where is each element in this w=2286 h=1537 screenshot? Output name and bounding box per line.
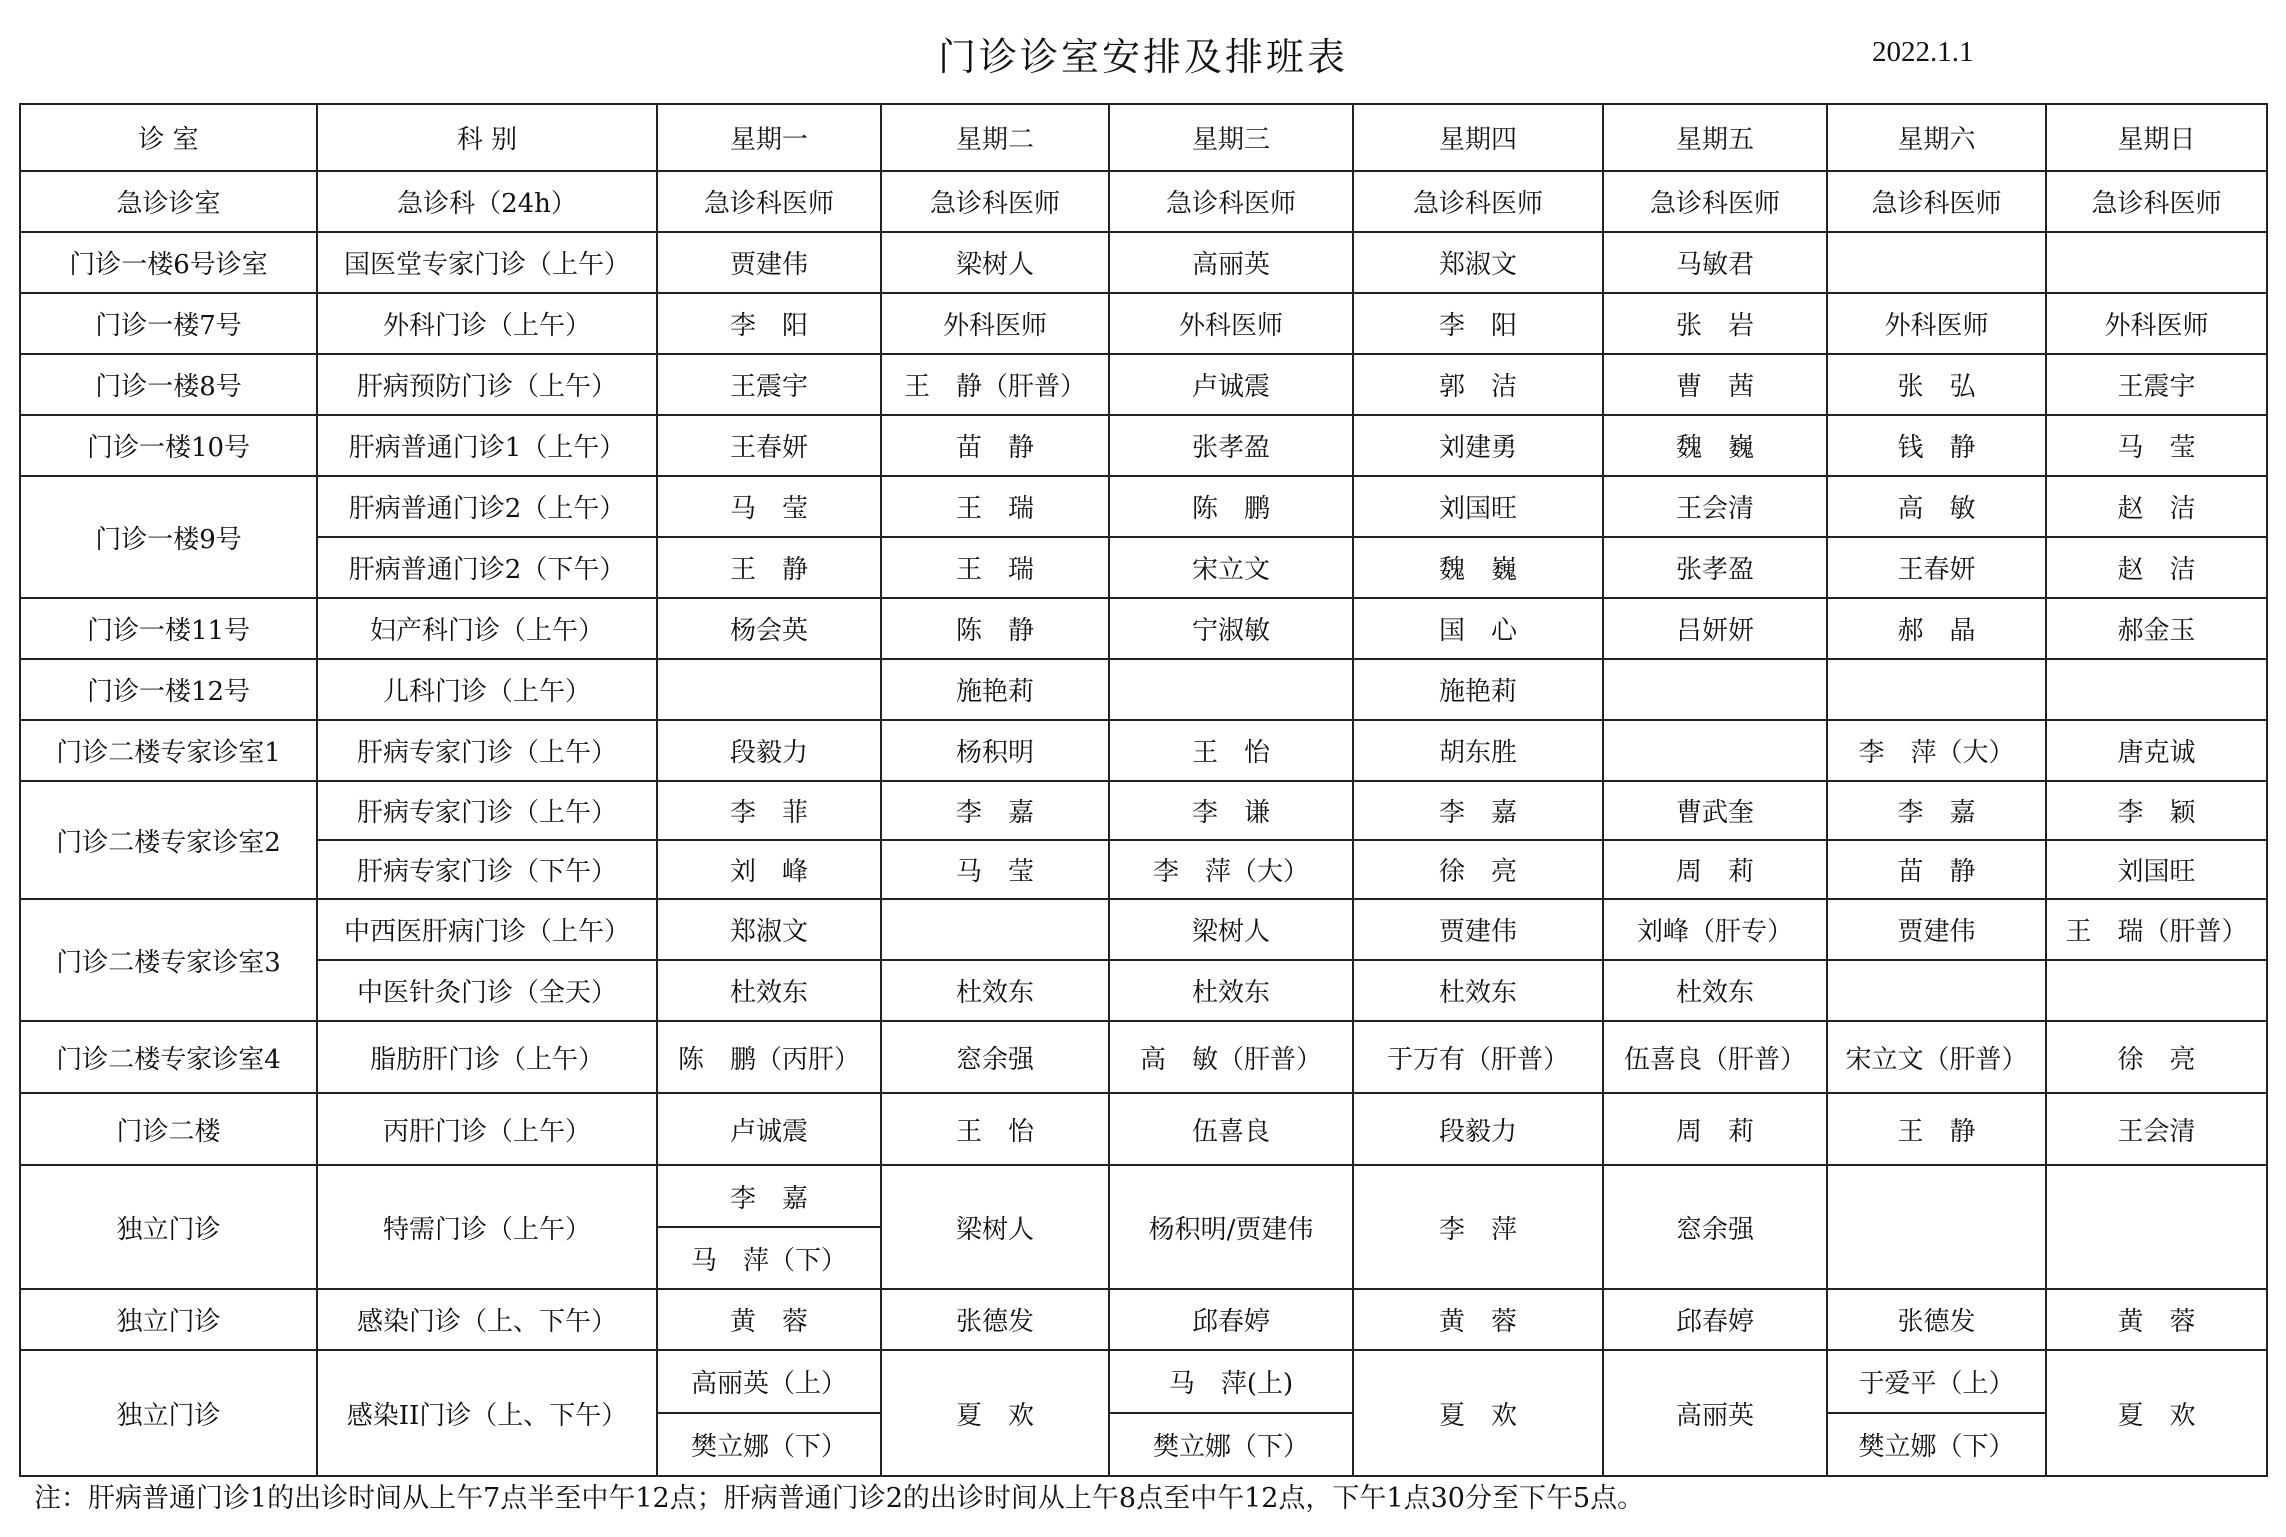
room-cell: 门诊一楼11号 — [20, 598, 317, 659]
doctor-cell: 曹 茜 — [1603, 354, 1827, 415]
doctor-cell: 外科医师 — [2046, 293, 2267, 354]
doctor-cell: 李 阳 — [1353, 293, 1603, 354]
room-cell: 门诊一楼8号 — [20, 354, 317, 415]
room-cell: 独立门诊 — [20, 1350, 317, 1476]
doctor-cell: 窓余强 — [1603, 1165, 1827, 1289]
doctor-cell: 杨积明/贾建伟 — [1109, 1165, 1353, 1289]
doctor-cell: 马 萍（下） — [657, 1227, 881, 1289]
doctor-cell: 刘峰（肝专） — [1603, 899, 1827, 960]
doctor-cell: 胡东胜 — [1353, 720, 1603, 781]
doctor-cell: 段毅力 — [1353, 1093, 1603, 1165]
doctor-cell: 陈 鹏 — [1109, 476, 1353, 537]
doctor-cell: 王震宇 — [2046, 354, 2267, 415]
header-room: 诊 室 — [20, 104, 317, 171]
doctor-cell: 周 莉 — [1603, 840, 1827, 899]
doctor-cell: 夏 欢 — [881, 1350, 1109, 1476]
table-row — [20, 476, 2267, 537]
doctor-cell: 宋立文（肝普） — [1827, 1021, 2046, 1093]
table-row — [20, 293, 2267, 354]
doctor-cell: 王 怡 — [881, 1093, 1109, 1165]
doctor-cell: 王 静（肝普） — [881, 354, 1109, 415]
table-row — [20, 840, 2267, 899]
doctor-cell: 卢诚震 — [1109, 354, 1353, 415]
room-cell: 门诊二楼 — [20, 1093, 317, 1165]
header-tue: 星期二 — [881, 104, 1109, 171]
doctor-cell: 急诊科医师 — [1603, 171, 1827, 232]
doctor-cell: 黄 蓉 — [2046, 1289, 2267, 1350]
doctor-cell: 李 菲 — [657, 781, 881, 840]
doctor-cell: 杜效东 — [1109, 960, 1353, 1021]
doctor-cell: 李 颖 — [2046, 781, 2267, 840]
doctor-cell — [1827, 659, 2046, 720]
doctor-cell: 唐克诚 — [2046, 720, 2267, 781]
dept-cell: 国医堂专家门诊（上午） — [317, 232, 657, 293]
doctor-cell: 樊立娜（下） — [1109, 1413, 1353, 1476]
doctor-cell: 苗 静 — [881, 415, 1109, 476]
doctor-cell: 刘建勇 — [1353, 415, 1603, 476]
table-row — [20, 232, 2267, 293]
table-row — [20, 899, 2267, 960]
doctor-cell: 马 莹 — [881, 840, 1109, 899]
doctor-cell: 赵 洁 — [2046, 476, 2267, 537]
room-cell: 门诊一楼6号诊室 — [20, 232, 317, 293]
doctor-cell: 张德发 — [881, 1289, 1109, 1350]
doctor-cell: 贾建伟 — [657, 232, 881, 293]
doctor-cell: 徐 亮 — [2046, 1021, 2267, 1093]
dept-cell: 脂肪肝门诊（上午） — [317, 1021, 657, 1093]
room-cell: 门诊一楼10号 — [20, 415, 317, 476]
table-row — [20, 1289, 2267, 1350]
footnote: 注：肝病普通门诊1的出诊时间从上午7点半至中午12点；肝病普通门诊2的出诊时间从上午8点至中午12点，下午1点30分至下午5点。 — [34, 1483, 1645, 1514]
doctor-cell — [2046, 232, 2267, 293]
dept-cell: 肝病普通门诊2（下午） — [317, 537, 657, 598]
room-cell: 门诊一楼7号 — [20, 293, 317, 354]
dept-cell: 妇产科门诊（上午） — [317, 598, 657, 659]
doctor-cell — [881, 899, 1109, 960]
doctor-cell: 梁树人 — [881, 1165, 1109, 1289]
table-row — [20, 171, 2267, 232]
room-cell: 门诊二楼专家诊室3 — [20, 899, 317, 1021]
doctor-cell: 李 阳 — [657, 293, 881, 354]
doctor-cell: 钱 静 — [1827, 415, 2046, 476]
dept-cell: 肝病预防门诊（上午） — [317, 354, 657, 415]
dept-cell: 肝病专家门诊（下午） — [317, 840, 657, 899]
doctor-cell: 高丽英 — [1109, 232, 1353, 293]
header-dept: 科 别 — [317, 104, 657, 171]
doctor-cell: 卢诚震 — [657, 1093, 881, 1165]
doctor-cell: 王 瑞 — [881, 476, 1109, 537]
doctor-cell: 郑淑文 — [657, 899, 881, 960]
doctor-cell — [2046, 659, 2267, 720]
doctor-cell: 李 嘉 — [657, 1165, 881, 1227]
doctor-cell: 于万有（肝普） — [1353, 1021, 1603, 1093]
doctor-cell: 陈 鹏（丙肝） — [657, 1021, 881, 1093]
doctor-cell: 王 怡 — [1109, 720, 1353, 781]
doctor-cell: 邱春婷 — [1603, 1289, 1827, 1350]
room-cell: 独立门诊 — [20, 1289, 317, 1350]
table-row — [20, 960, 2267, 1021]
page-title: 门诊诊室安排及排班表 — [937, 35, 1348, 79]
doctor-cell: 急诊科医师 — [1353, 171, 1603, 232]
doctor-cell: 急诊科医师 — [1109, 171, 1353, 232]
doctor-cell: 贾建伟 — [1353, 899, 1603, 960]
doctor-cell: 魏 巍 — [1603, 415, 1827, 476]
doctor-cell: 王春妍 — [657, 415, 881, 476]
doctor-cell: 樊立娜（下） — [657, 1413, 881, 1476]
table-row — [20, 781, 2267, 840]
doctor-cell: 外科医师 — [1827, 293, 2046, 354]
room-cell: 门诊二楼专家诊室4 — [20, 1021, 317, 1093]
doctor-cell: 黄 蓉 — [657, 1289, 881, 1350]
doctor-cell: 梁树人 — [881, 232, 1109, 293]
doctor-cell — [2046, 960, 2267, 1021]
doctor-cell: 李 萍 — [1353, 1165, 1603, 1289]
doctor-cell: 徐 亮 — [1353, 840, 1603, 899]
schedule-table — [19, 103, 2268, 1477]
doctor-cell: 李 谦 — [1109, 781, 1353, 840]
doctor-cell — [2046, 1165, 2267, 1289]
doctor-cell: 王 静 — [1827, 1093, 2046, 1165]
doctor-cell: 王会清 — [1603, 476, 1827, 537]
dept-cell: 肝病专家门诊（上午） — [317, 720, 657, 781]
doctor-cell: 宁淑敏 — [1109, 598, 1353, 659]
room-cell: 门诊一楼9号 — [20, 476, 317, 598]
dept-cell: 肝病普通门诊1（上午） — [317, 415, 657, 476]
room-cell: 独立门诊 — [20, 1165, 317, 1289]
table-row — [20, 354, 2267, 415]
doctor-cell — [1109, 659, 1353, 720]
room-cell: 门诊二楼专家诊室1 — [20, 720, 317, 781]
doctor-cell: 马 莹 — [2046, 415, 2267, 476]
doctor-cell: 刘国旺 — [2046, 840, 2267, 899]
doctor-cell: 吕妍妍 — [1603, 598, 1827, 659]
doctor-cell: 李 萍（大） — [1827, 720, 2046, 781]
doctor-cell: 邱春婷 — [1109, 1289, 1353, 1350]
doctor-cell: 于爱平（上） — [1827, 1350, 2046, 1413]
doctor-cell — [1603, 720, 1827, 781]
doctor-cell: 宋立文 — [1109, 537, 1353, 598]
doctor-cell: 夏 欢 — [1353, 1350, 1603, 1476]
header-wed: 星期三 — [1109, 104, 1353, 171]
doctor-cell: 段毅力 — [657, 720, 881, 781]
doctor-cell: 张孝盈 — [1109, 415, 1353, 476]
doctor-cell: 马敏君 — [1603, 232, 1827, 293]
doctor-cell: 施艳莉 — [881, 659, 1109, 720]
header-row — [20, 104, 2267, 171]
table-row — [20, 659, 2267, 720]
doctor-cell: 王 静 — [657, 537, 881, 598]
doctor-cell: 施艳莉 — [1353, 659, 1603, 720]
doctor-cell: 窓余强 — [881, 1021, 1109, 1093]
doctor-cell: 急诊科医师 — [657, 171, 881, 232]
dept-cell: 急诊科（24h） — [317, 171, 657, 232]
doctor-cell: 曹武奎 — [1603, 781, 1827, 840]
table-row — [20, 1021, 2267, 1093]
table-row — [20, 1093, 2267, 1165]
doctor-cell — [1827, 1165, 2046, 1289]
table-row — [20, 415, 2267, 476]
dept-cell: 感染门诊（上、下午） — [317, 1289, 657, 1350]
header-sat: 星期六 — [1827, 104, 2046, 171]
doctor-cell: 夏 欢 — [2046, 1350, 2267, 1476]
doctor-cell: 黄 蓉 — [1353, 1289, 1603, 1350]
table-row — [20, 537, 2267, 598]
doctor-cell: 郝金玉 — [2046, 598, 2267, 659]
doctor-cell: 高 敏 — [1827, 476, 2046, 537]
doctor-cell: 急诊科医师 — [2046, 171, 2267, 232]
doctor-cell — [1827, 232, 2046, 293]
doctor-cell: 张 岩 — [1603, 293, 1827, 354]
dept-cell: 中医针灸门诊（全天） — [317, 960, 657, 1021]
doctor-cell: 郭 洁 — [1353, 354, 1603, 415]
table-row — [20, 1165, 2267, 1227]
doctor-cell: 苗 静 — [1827, 840, 2046, 899]
doctor-cell: 李 萍（大） — [1109, 840, 1353, 899]
header-fri: 星期五 — [1603, 104, 1827, 171]
table-row — [20, 1350, 2267, 1413]
doctor-cell: 杨积明 — [881, 720, 1109, 781]
doctor-cell: 马 莹 — [657, 476, 881, 537]
header-mon: 星期一 — [657, 104, 881, 171]
table-row — [20, 598, 2267, 659]
dept-cell: 特需门诊（上午） — [317, 1165, 657, 1289]
room-cell: 门诊二楼专家诊室2 — [20, 781, 317, 899]
doctor-cell: 马 萍(上) — [1109, 1350, 1353, 1413]
doctor-cell: 高 敏（肝普） — [1109, 1021, 1353, 1093]
schedule-date: 2022.1.1 — [1872, 36, 1974, 68]
doctor-cell: 赵 洁 — [2046, 537, 2267, 598]
doctor-cell: 张 弘 — [1827, 354, 2046, 415]
dept-cell: 中西医肝病门诊（上午） — [317, 899, 657, 960]
doctor-cell: 急诊科医师 — [1827, 171, 2046, 232]
doctor-cell: 高丽英（上） — [657, 1350, 881, 1413]
doctor-cell: 杜效东 — [657, 960, 881, 1021]
dept-cell: 外科门诊（上午） — [317, 293, 657, 354]
doctor-cell: 王 瑞（肝普） — [2046, 899, 2267, 960]
doctor-cell: 伍喜良 — [1109, 1093, 1353, 1165]
doctor-cell — [1603, 659, 1827, 720]
doctor-cell: 刘 峰 — [657, 840, 881, 899]
doctor-cell: 张孝盈 — [1603, 537, 1827, 598]
header-sun: 星期日 — [2046, 104, 2267, 171]
doctor-cell: 魏 巍 — [1353, 537, 1603, 598]
doctor-cell: 陈 静 — [881, 598, 1109, 659]
room-cell: 急诊诊室 — [20, 171, 317, 232]
dept-cell: 儿科门诊（上午） — [317, 659, 657, 720]
doctor-cell: 王会清 — [2046, 1093, 2267, 1165]
doctor-cell: 周 莉 — [1603, 1093, 1827, 1165]
doctor-cell: 外科医师 — [881, 293, 1109, 354]
doctor-cell: 李 嘉 — [1827, 781, 2046, 840]
doctor-cell: 杜效东 — [1353, 960, 1603, 1021]
doctor-cell: 国 心 — [1353, 598, 1603, 659]
doctor-cell: 郝 晶 — [1827, 598, 2046, 659]
doctor-cell: 王震宇 — [657, 354, 881, 415]
doctor-cell: 外科医师 — [1109, 293, 1353, 354]
doctor-cell: 李 嘉 — [1353, 781, 1603, 840]
doctor-cell: 伍喜良（肝普） — [1603, 1021, 1827, 1093]
room-cell: 门诊一楼12号 — [20, 659, 317, 720]
doctor-cell: 杜效东 — [881, 960, 1109, 1021]
dept-cell: 感染II门诊（上、下午） — [317, 1350, 657, 1476]
doctor-cell: 樊立娜（下） — [1827, 1413, 2046, 1476]
doctor-cell: 杜效东 — [1603, 960, 1827, 1021]
doctor-cell: 刘国旺 — [1353, 476, 1603, 537]
doctor-cell — [657, 659, 881, 720]
doctor-cell: 梁树人 — [1109, 899, 1353, 960]
header-thu: 星期四 — [1353, 104, 1603, 171]
doctor-cell: 郑淑文 — [1353, 232, 1603, 293]
doctor-cell: 急诊科医师 — [881, 171, 1109, 232]
dept-cell: 肝病专家门诊（上午） — [317, 781, 657, 840]
doctor-cell: 张德发 — [1827, 1289, 2046, 1350]
doctor-cell: 杨会英 — [657, 598, 881, 659]
doctor-cell: 王春妍 — [1827, 537, 2046, 598]
table-row — [20, 720, 2267, 781]
doctor-cell: 高丽英 — [1603, 1350, 1827, 1476]
doctor-cell: 贾建伟 — [1827, 899, 2046, 960]
dept-cell: 肝病普通门诊2（上午） — [317, 476, 657, 537]
dept-cell: 丙肝门诊（上午） — [317, 1093, 657, 1165]
doctor-cell: 李 嘉 — [881, 781, 1109, 840]
doctor-cell — [1827, 960, 2046, 1021]
doctor-cell: 王 瑞 — [881, 537, 1109, 598]
